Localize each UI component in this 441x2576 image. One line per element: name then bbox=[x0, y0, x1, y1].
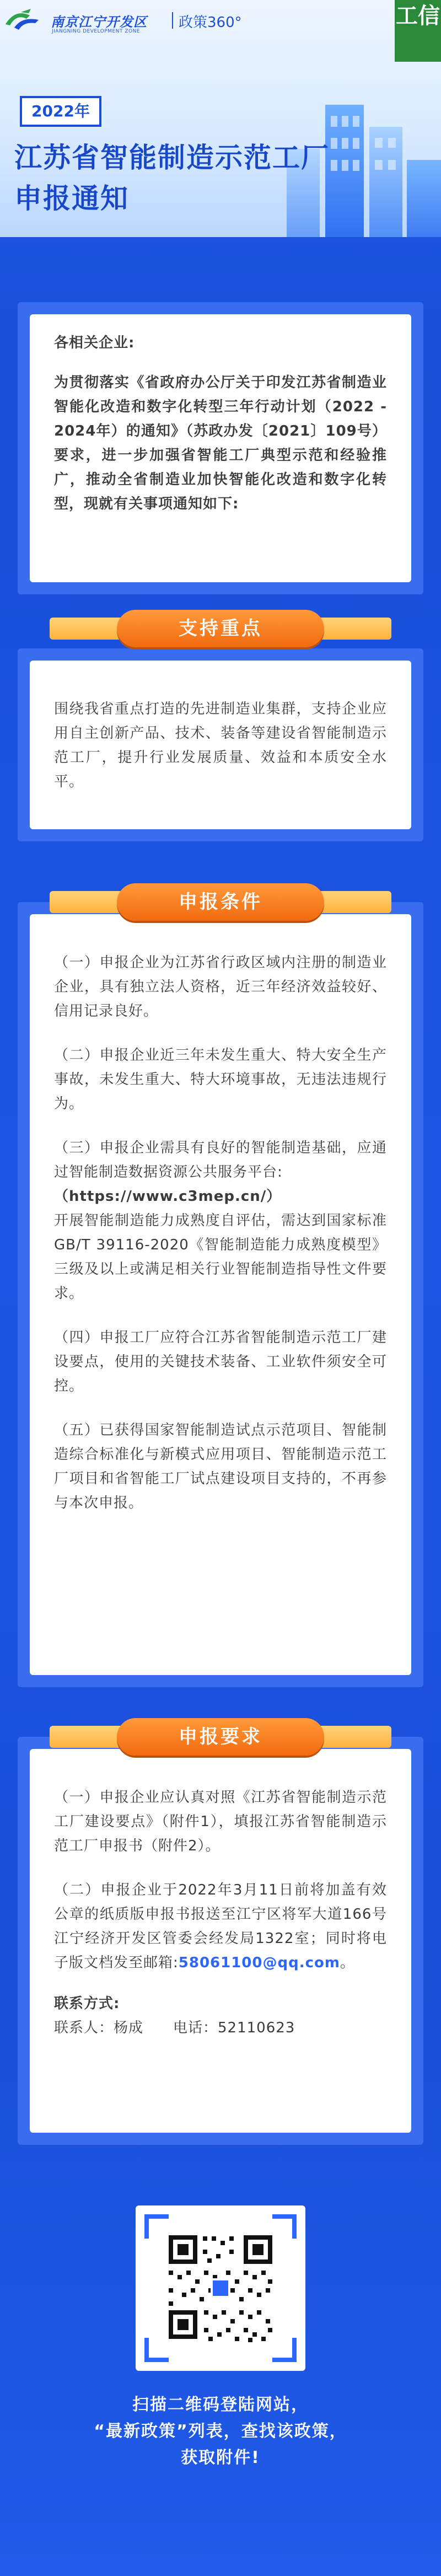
section1-card bbox=[30, 661, 411, 829]
requirement-item-2-end: 。 bbox=[340, 1955, 355, 1971]
section1-title: 支持重点 bbox=[117, 610, 324, 647]
contact-label: 联系方式: bbox=[54, 1995, 120, 2012]
condition-item-1: （一）申报企业为江苏省行政区域内注册的制造业企业，具有独立法人资格，近三年经济效益较好、信用记录良好。 bbox=[54, 954, 387, 1019]
logo-subtitle: JIANGNING DEVELOPMENT ZONE bbox=[52, 29, 141, 34]
section3-card bbox=[30, 1749, 411, 2133]
intro-card-frame bbox=[18, 302, 423, 594]
jiangning-logo-icon bbox=[4, 8, 42, 32]
condition-item-2: （二）申报企业近三年未发生重大、特大安全生产事故，未发生重大、特大环境事故，无违法违规行为。 bbox=[54, 1047, 387, 1112]
requirement-item-2-text: （二）申报企业于2022年3月11日前将加盖有效公章的纸质版申报书报送至江宁区将军大道166号江宁经济开发区管委会经发局1322室；同时将电子版文档发至邮箱: bbox=[54, 1882, 387, 1971]
logo-divider bbox=[172, 12, 173, 29]
qr-instruction-line3: 获取附件! bbox=[181, 2448, 260, 2467]
section2-title: 申报条件 bbox=[117, 883, 324, 921]
intro-card bbox=[30, 314, 411, 582]
qr-instruction-line2: “最新政策”列表，查找该政策， bbox=[94, 2422, 347, 2441]
intro-greeting: 各相关企业: bbox=[54, 335, 135, 351]
condition-item-5: （五）已获得国家智能制造试点示范项目、智能制造综合标准化与新模式应用项目、智能制造示范工厂项目和省智能工厂试点建设项目支持的，不再参与本次申报。 bbox=[54, 1422, 387, 1511]
section1-card-frame bbox=[18, 648, 423, 841]
year-badge: 2022年 bbox=[20, 96, 101, 127]
category-tag-text: 工信 bbox=[396, 3, 440, 29]
category-tag bbox=[395, 0, 441, 62]
page-title-line1: 江苏省智能制造示范工厂 bbox=[14, 142, 330, 174]
qr-instruction-line1: 扫描二维码登陆网站， bbox=[132, 2395, 309, 2414]
condition-item-4: （四）申报工厂应符合江苏省智能制造示范工厂建设要点，使用的关键技术装备、工业软件须安全可控。 bbox=[54, 1329, 387, 1394]
intro-body: 为贯彻落实《省政府办公厅关于印发江苏省制造业智能化改造和数字化转型三年行动计划（2022 - 2024年）的通知》（苏政办发〔2021〕109号）要求，进一步加强省智能工厂典型示范和经验推广，推动全省制造业加快智能化改造和数字化转型，现就有关事项通知如下: bbox=[54, 374, 387, 512]
header-banner bbox=[0, 0, 441, 237]
section2-card-frame bbox=[18, 902, 423, 1687]
requirement-item-2 bbox=[54, 1878, 387, 1975]
section3-title: 申报要求 bbox=[117, 1718, 324, 1756]
condition-item-3-after: 开展智能制造能力成熟度自评估，需达到国家标准GB/T 39116-2020《智能制造能力成熟度模型》三级及以上或满足相关行业智能制造指导性文件要求。 bbox=[54, 1212, 387, 1302]
brand-label: 政策360° bbox=[179, 14, 242, 31]
contact-line: 联系人：杨成 电话：52110623 bbox=[54, 2020, 295, 2036]
qr-code-frame bbox=[136, 2205, 305, 2371]
page-title-line2: 申报通知 bbox=[14, 183, 129, 214]
section1-body: 围绕我省重点打造的先进制造业集群，支持企业应用自主创新产品、技术、装备等建设省智能制造示范工厂，提升行业发展质量、效益和本质安全水平。 bbox=[54, 701, 387, 790]
condition-item-3-text: （三）申报企业需具有良好的智能制造基础，应通过智能制造数据资源公共服务平台: bbox=[54, 1140, 387, 1180]
platform-link[interactable]: （https://www.c3mep.cn/） bbox=[54, 1188, 282, 1205]
contact-email[interactable]: 58061100@qq.com bbox=[178, 1955, 340, 1971]
condition-item-3 bbox=[54, 1136, 387, 1306]
logo-name: 南京江宁开发区 bbox=[51, 14, 147, 30]
qr-code-icon[interactable] bbox=[136, 2205, 305, 2371]
section2-card bbox=[30, 914, 411, 1675]
requirement-item-1: （一）申报企业应认真对照《江苏省智能制造示范工厂建设要点》（附件1），填报江苏省智能制造示范工厂申报书（附件2）。 bbox=[54, 1789, 387, 1854]
section3-card-frame bbox=[18, 1737, 423, 2145]
